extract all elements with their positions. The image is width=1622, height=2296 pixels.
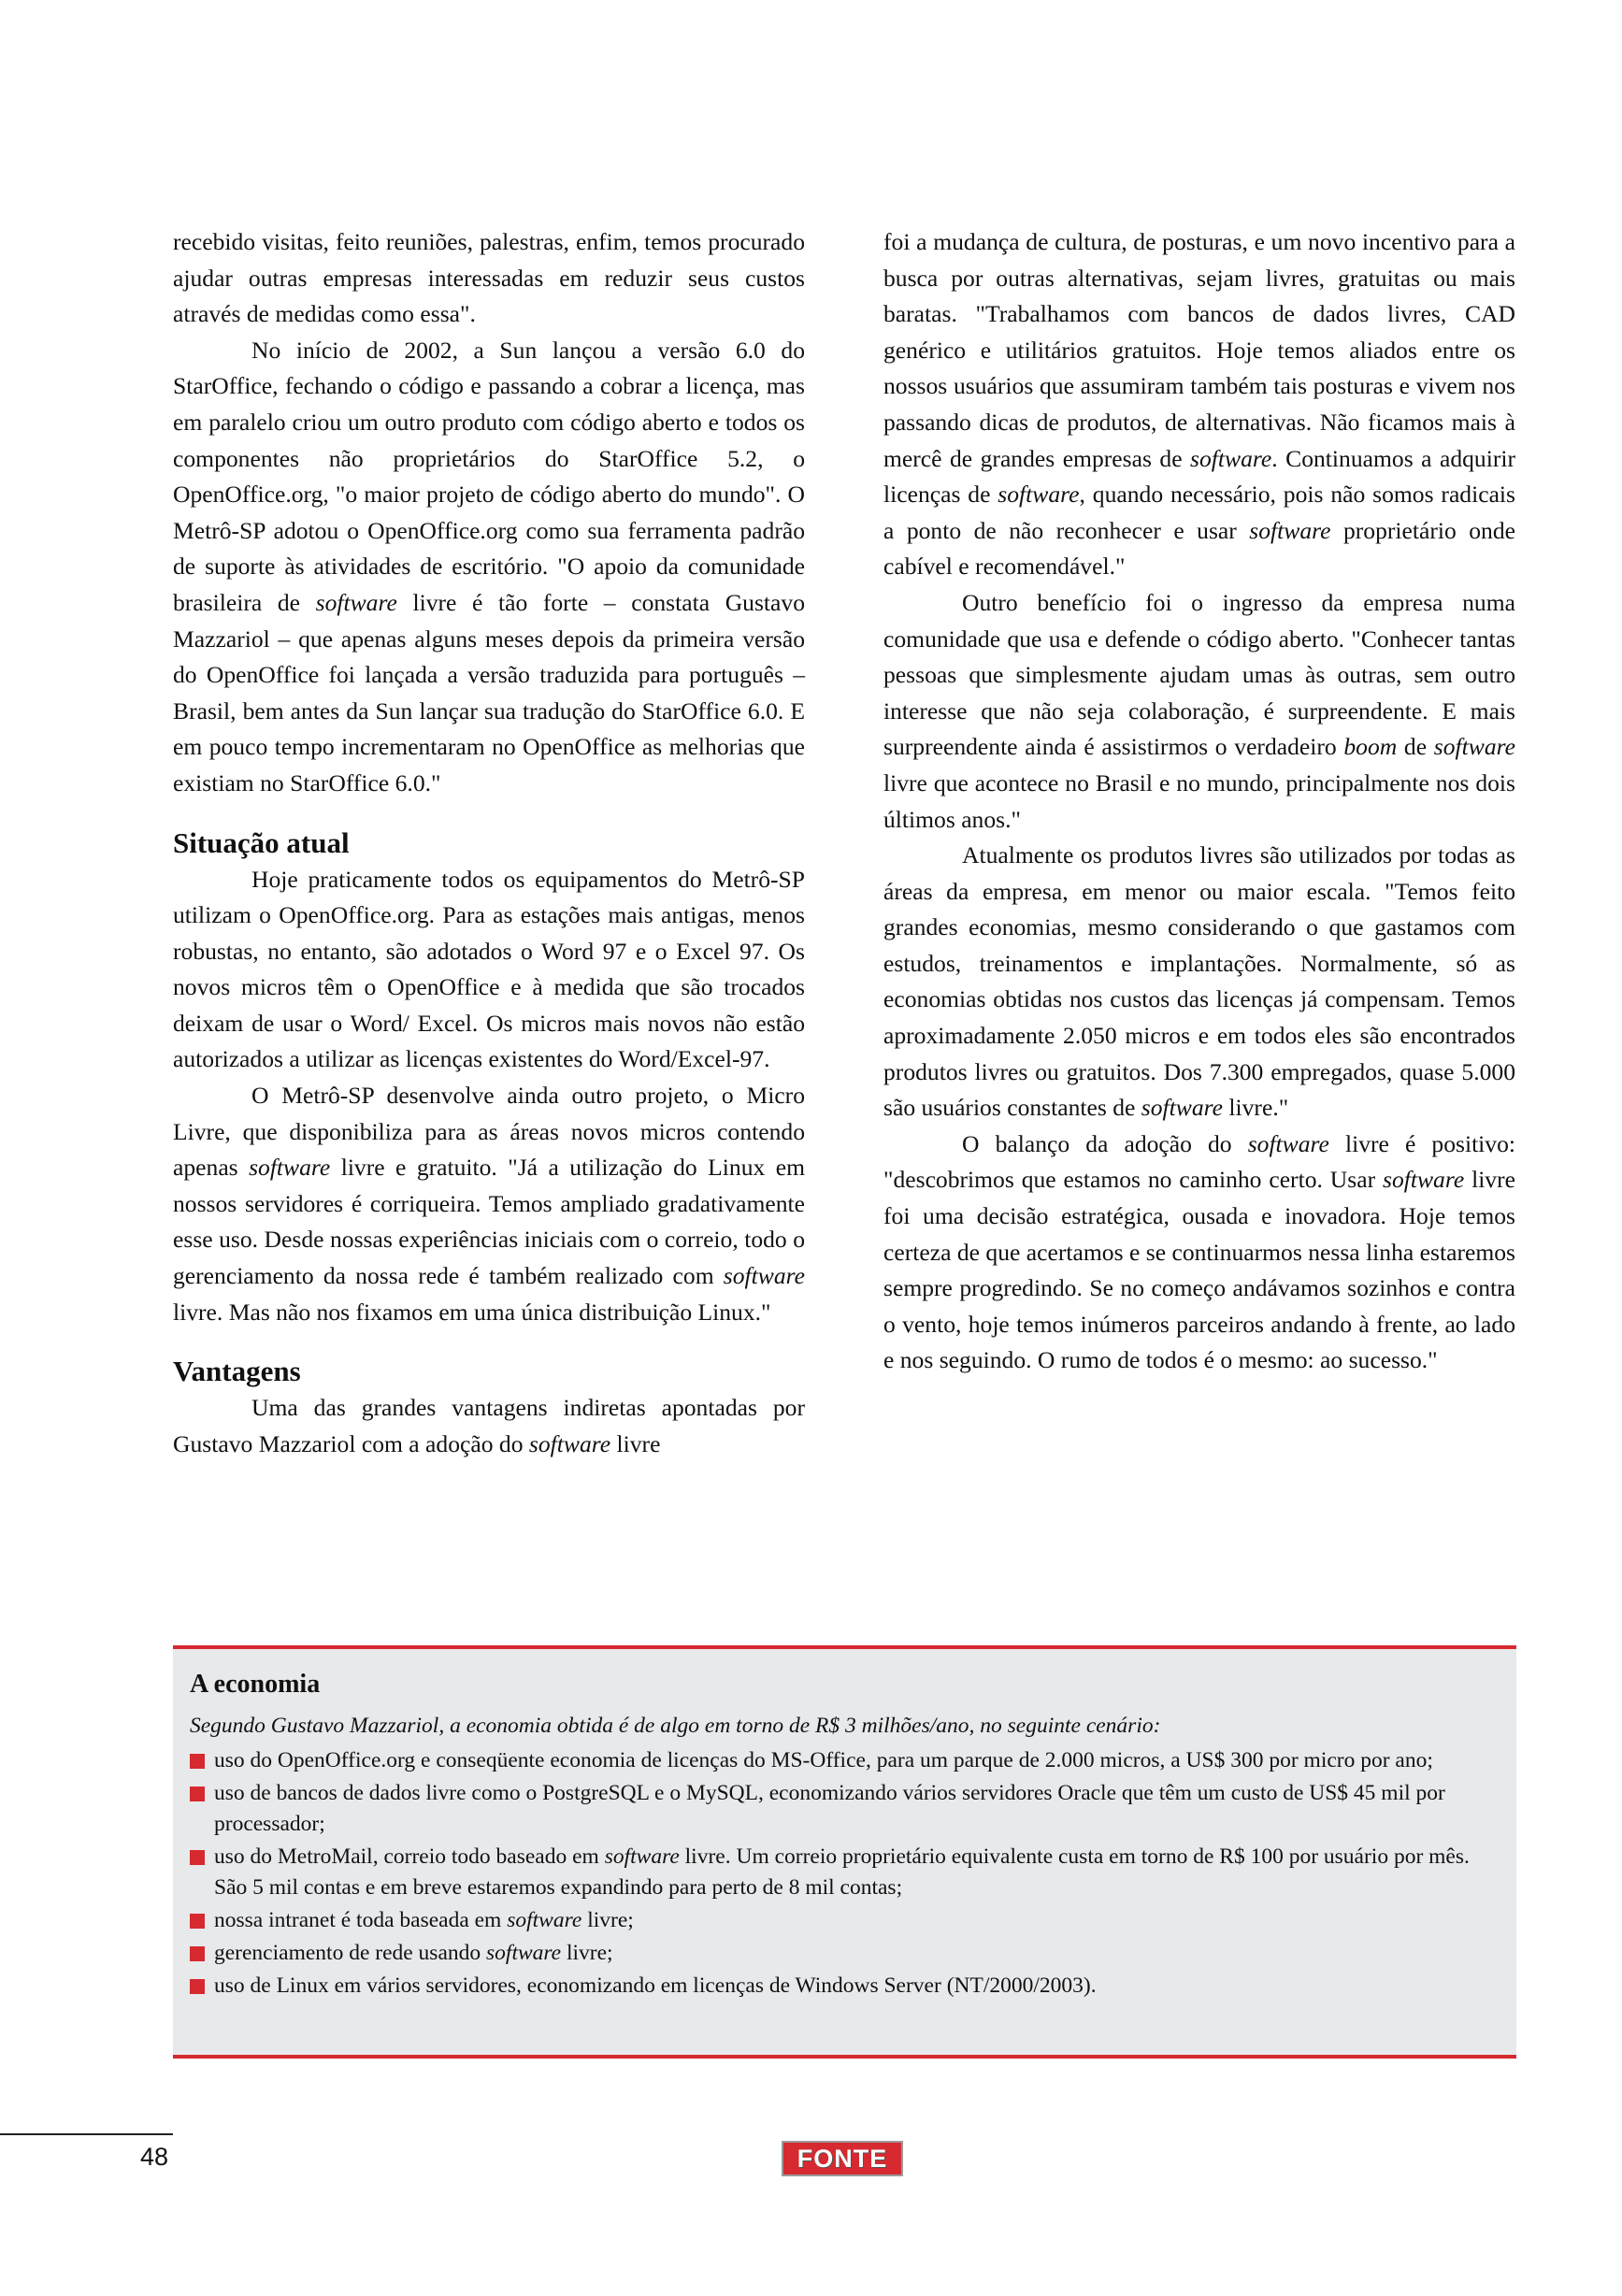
economy-sidebar-box <box>173 1645 1516 2059</box>
page-number: 48 <box>140 2143 169 2171</box>
box-bullet-item <box>190 1938 1500 1969</box>
red-square-bullet-icon <box>190 1979 205 1994</box>
fonte-logo <box>782 2141 903 2176</box>
box-bullet-text: gerenciamento de rede usando software livre; <box>214 1941 613 1965</box>
box-bullet-text: uso do MetroMail, correio todo baseado em software livre. Um correio proprietário equivalente custa em torno de R$ 100 por usuário por mês. São 5 mil contas e em breve estaremos expandindo para perto de 8 mil contas; <box>214 1844 1470 1900</box>
red-square-bullet-icon <box>190 1850 205 1865</box>
box-bullet-item <box>190 1842 1500 1903</box>
footer-rule <box>0 2133 173 2135</box>
paragraph: O Metrô-SP desenvolve ainda outro projeto, o Micro Livre, que disponibiliza para as áreas novos micros contendo apenas software livre e gratuito. "Já a utilização do Linux em nossos servidores é corriqueira. Temos ampliado gradativamente esse uso. Desde nossas experiências iniciais com o correio, todo o gerenciamento da nossa rede é também realizado com software livre. Mas não nos fixamos em uma única distribuição Linux." <box>173 1082 805 1326</box>
box-bullet-list <box>190 1745 1500 2002</box>
box-bullet-item <box>190 1905 1500 1936</box>
box-title: A economia <box>190 1670 321 1699</box>
paragraph: Uma das grandes vantagens indiretas apontadas por Gustavo Mazzariol com a adoção do software livre <box>173 1394 805 1457</box>
box-bullet-text: nossa intranet é toda baseada em software livre; <box>214 1908 634 1932</box>
paragraph: No início de 2002, a Sun lançou a versão 6.0 do StarOffice, fechando o código e passando a cobrar a licença, mas em paralelo criou um outro produto com código aberto e todos os componentes não proprietários do StarOffice 5.2, o OpenOffice.org, "o maior projeto de código aberto do mundo". O Metrô-SP adotou o OpenOffice.org como sua ferramenta padrão de suporte às atividades de escritório. "O apoio da comunidade brasileira de software livre é tão forte – constata Gustavo Mazzariol – que apenas alguns meses depois da primeira versão do OpenOffice foi lançada a versão traduzida para português – Brasil, bem antes da Sun lançar sua tradução do StarOffice 6.0. E em pouco tempo incrementaram no OpenOffice as melhorias que existiam no StarOffice 6.0." <box>173 336 805 796</box>
box-bullet-text: uso de bancos de dados livre como o PostgreSQL e o MySQL, economizando vários servidores Oracle que têm um custo de US$ 45 mil por processador; <box>214 1781 1445 1836</box>
paragraph: foi a mudança de cultura, de posturas, e um novo incentivo para a busca por outras alternativas, sejam livres, gratuitas ou mais baratas. "Trabalhamos com bancos de dados livres, CAD genérico e utilitários gratuitos. Hoje temos aliados entre os nossos usuários que assumiram também tais posturas e vivem nos passando dicas de produtos, de alternativas. Não ficamos mais à mercê de grandes empresas de software. Continuamos a adquirir licenças de software, quando necessário, pois não somos radicais a ponto de não reconhecer e usar software proprietário onde cabível e recomendável." <box>883 228 1515 581</box>
box-bullet-text: uso de Linux em vários servidores, economizando em licenças de Windows Server (NT/2000/2003). <box>214 1973 1097 1998</box>
red-square-bullet-icon <box>190 1754 205 1769</box>
paragraph: O balanço da adoção do software livre é positivo: "descobrimos que estamos no caminho certo. Usar software livre foi uma decisão estratégica, ousada e inovadora. Hoje temos certeza de que acertamos e se continuarmos nessa linha estaremos sempre progredindo. Se no começo andávamos sozinhos e contra o vento, hoje temos inúmeros parceiros andando à frente, ao lado e nos seguindo. O rumo de todos é o mesmo: ao sucesso." <box>883 1129 1515 1374</box>
red-square-bullet-icon <box>190 1914 205 1929</box>
red-square-bullet-icon <box>190 1787 205 1801</box>
logo-text: FONTE <box>797 2144 888 2173</box>
section-heading-vantagens: Vantagens <box>173 1355 301 1388</box>
paragraph: recebido visitas, feito reuniões, palestras, enfim, temos procurado ajudar outras empresas interessadas em reduzir seus custos através de medidas como essa". <box>173 228 805 328</box>
paragraph: Outro benefício foi o ingresso da empresa numa comunidade que usa e defende o código aberto. "Conhecer tantas pessoas que simplesmente ajudam umas às outras, sem outro interesse que não seja colaboração, é surpreendente. E mais surpreendente ainda é assistirmos o verdadeiro boom de software livre que acontece no Brasil e no mundo, principalmente nos dois últimos anos." <box>883 588 1515 833</box>
right-column <box>883 224 1515 1379</box>
box-bullet-text: uso do OpenOffice.org e conseqüente economia de licenças do MS-Office, para um parque de 2.000 micros, a US$ 300 por micro por ano; <box>214 1748 1433 1772</box>
paragraph: Hoje praticamente todos os equipamentos do Metrô-SP utilizam o OpenOffice.org. Para as estações mais antigas, menos robustas, no entanto, são adotados o Word 97 e o Excel 97. Os novos micros têm o OpenOffice e à medida que são trocados deixam de usar o Word/ Excel. Os micros mais novos não estão autorizados a utilizar as licenças existentes do Word/Excel-97. <box>173 865 805 1073</box>
red-square-bullet-icon <box>190 1946 205 1961</box>
box-bullet-item <box>190 1778 1500 1840</box>
paragraph: Atualmente os produtos livres são utilizados por todas as áreas da empresa, em menor ou maior escala. "Temos feito grandes economias, mesmo considerando o que gastamos com estudos, treinamentos e implantações. Normalmente, só as economias obtidas nos custos das licenças já compensam. Temos aproximadamente 2.050 micros e em todos eles são encontrados produtos livres ou gratuitos. Dos 7.300 empregados, quase 5.000 são usuários constantes de software livre." <box>883 841 1515 1122</box>
box-intro: Segundo Gustavo Mazzariol, a economia obtida é de algo em torno de R$ 3 milhões/ano, no seguinte cenário: <box>190 1714 1161 1738</box>
box-bullet-item <box>190 1971 1500 2002</box>
box-bullet-item <box>190 1745 1500 1776</box>
left-column <box>173 224 805 1462</box>
section-heading-situacao: Situação atual <box>173 825 350 859</box>
